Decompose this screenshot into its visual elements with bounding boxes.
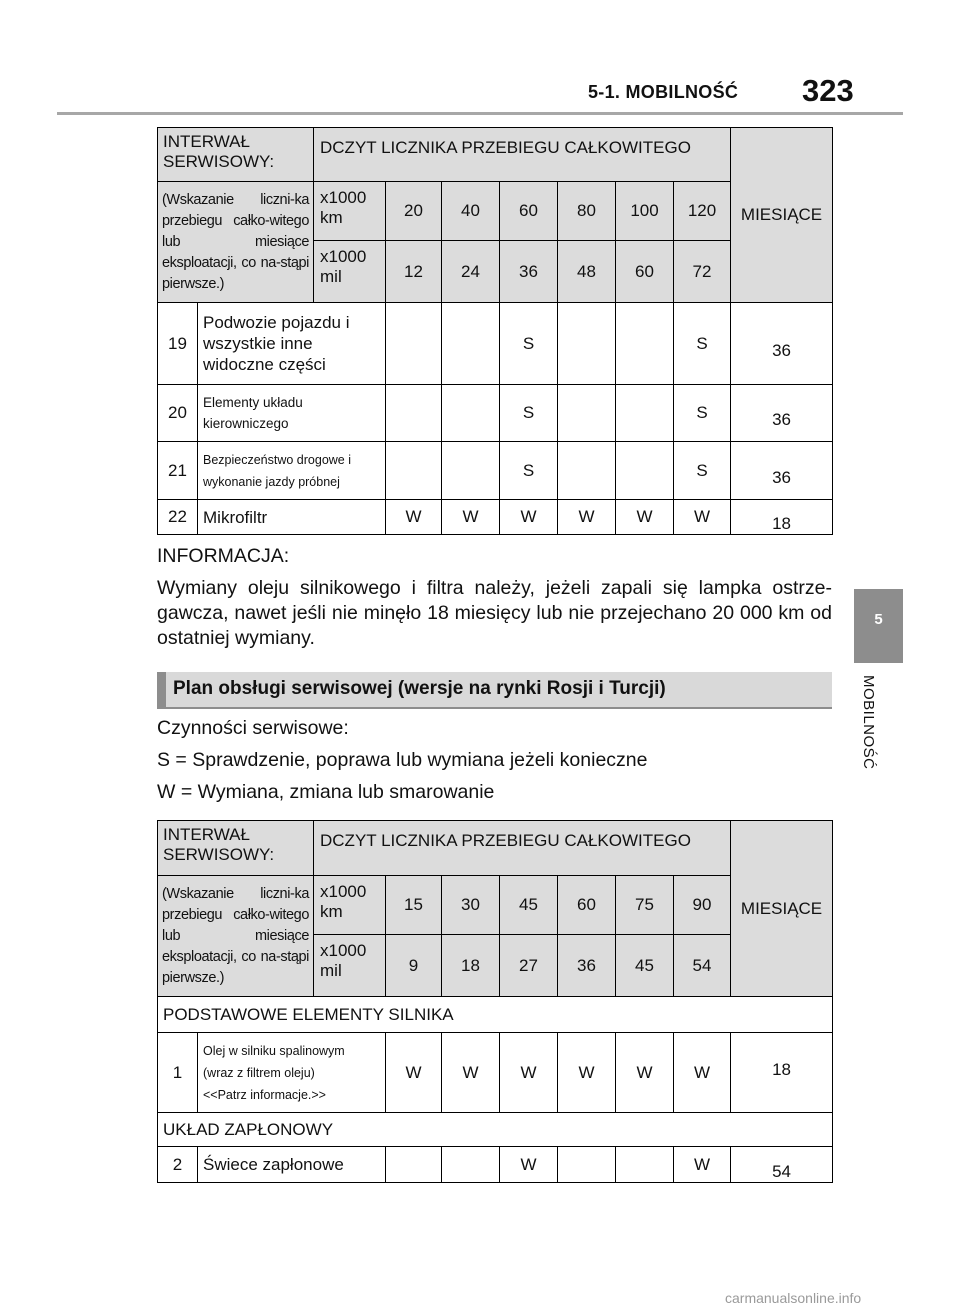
item-name-line: Olej w silniku spalinowym (203, 1043, 345, 1058)
km-value: 15 (386, 876, 442, 935)
interval-cell: S (500, 303, 558, 385)
plan-heading: Plan obsługi serwisowej (wersje na rynki Rosji i Turcji) (173, 678, 666, 699)
km-value: 20 (386, 182, 442, 241)
mil-value: 54 (674, 935, 731, 997)
item-number: 19 (158, 303, 198, 385)
interval-cell (558, 1147, 616, 1183)
item-name: Mikrofiltr (198, 500, 386, 535)
page-number: 323 (802, 73, 854, 108)
info-text: Wymiany oleju silnikowego i filtra należy, jeżeli zapali się lampka ostrze-gawcza, nawet jeśli nie minęło 18 miesięcy lub nie przejechano 20 000 km od ostatniej wymiany. (157, 577, 832, 649)
unit-mil: x1000 mil (314, 241, 386, 303)
table-row (158, 385, 833, 442)
service-table-2 (157, 820, 833, 1183)
item-name: Podwozie pojazdu i wszystkie inne widoczne części (198, 303, 386, 385)
table-row (158, 442, 833, 500)
months-label: MIESIĄCE (731, 821, 833, 997)
table-row (158, 1147, 833, 1183)
km-value: 120 (674, 182, 731, 241)
mil-value: 24 (442, 241, 500, 303)
interval-cell: W (616, 500, 674, 535)
interval-cell (558, 385, 616, 442)
interval-cell: W (386, 500, 442, 535)
km-value: 100 (616, 182, 674, 241)
interval-note: (Wskazanie liczni-ka przebiegu całko-witego lub miesiące eksploatacji, co na-stąpi pierwsze.) (158, 182, 314, 303)
item-name (198, 1033, 386, 1113)
interval-cell: W (674, 1033, 731, 1113)
interval-cell: S (500, 442, 558, 500)
interval-cell: W (386, 1033, 442, 1113)
interval-cell (386, 385, 442, 442)
unit-mil: x1000 mil (314, 935, 386, 997)
legend-w: W = Wymiana, zmiana lub smarowanie (157, 781, 495, 803)
km-value: 45 (500, 876, 558, 935)
plan-heading-underline (157, 707, 832, 709)
interval-cell: S (674, 385, 731, 442)
legend-s: S = Sprawdzenie, poprawa lub wymiana jeżeli konieczne (157, 749, 648, 771)
item-name: Bezpieczeństwo drogowe i wykonanie jazdy próbnej (198, 442, 386, 500)
interval-cell (386, 442, 442, 500)
item-name-line: (wraz z filtrem oleju) (203, 1065, 315, 1080)
interval-label: INTERWAŁ SERWISOWY: (158, 821, 314, 876)
km-value: 60 (558, 876, 616, 935)
km-value: 75 (616, 876, 674, 935)
interval-cell: S (674, 442, 731, 500)
item-number: 20 (158, 385, 198, 442)
interval-cell: W (558, 1033, 616, 1113)
interval-cell (616, 303, 674, 385)
interval-cell: W (442, 1033, 500, 1113)
months-value: 18 (731, 1033, 833, 1113)
interval-cell (558, 442, 616, 500)
mil-value: 45 (616, 935, 674, 997)
chapter-tab[interactable]: 5 (854, 589, 903, 663)
interval-cell (558, 303, 616, 385)
table-row (158, 1033, 833, 1113)
odometer-label: DCZYT LICZNIKA PRZEBIEGU CAŁKOWITEGO (314, 128, 731, 182)
months-value: 36 (731, 385, 833, 442)
mil-value: 60 (616, 241, 674, 303)
interval-cell: W (558, 500, 616, 535)
item-name-line: <<Patrz informacje.>> (203, 1087, 326, 1102)
interval-cell: S (674, 303, 731, 385)
months-value: 54 (731, 1147, 833, 1183)
item-number: 22 (158, 500, 198, 535)
interval-cell (616, 385, 674, 442)
mil-value: 9 (386, 935, 442, 997)
header-rule (57, 112, 903, 115)
legend-heading: Czynności serwisowe: (157, 717, 349, 739)
interval-cell (442, 303, 500, 385)
months-value: 18 (731, 500, 833, 535)
unit-km: x1000 km (314, 876, 386, 935)
km-value: 80 (558, 182, 616, 241)
interval-cell (442, 385, 500, 442)
km-value: 30 (442, 876, 500, 935)
interval-cell (386, 1147, 442, 1183)
section-heading: UKŁAD ZAPŁONOWY (158, 1113, 833, 1147)
mil-value: 27 (500, 935, 558, 997)
interval-cell: W (616, 1033, 674, 1113)
interval-cell: W (500, 1147, 558, 1183)
interval-cell: W (500, 1033, 558, 1113)
table-row (158, 303, 833, 385)
section-heading: PODSTAWOWE ELEMENTY SILNIKA (158, 997, 833, 1033)
watermark: carmanualsonline.info (725, 1290, 862, 1306)
odometer-label: DCZYT LICZNIKA PRZEBIEGU CAŁKOWITEGO (314, 821, 731, 876)
km-value: 90 (674, 876, 731, 935)
item-number: 1 (158, 1033, 198, 1113)
km-value: 60 (500, 182, 558, 241)
interval-cell (442, 442, 500, 500)
interval-cell (442, 1147, 500, 1183)
chapter-side-label: MOBILNOŚĆ (860, 675, 877, 770)
interval-cell: W (674, 500, 731, 535)
interval-cell: W (500, 500, 558, 535)
item-number: 2 (158, 1147, 198, 1183)
mil-value: 72 (674, 241, 731, 303)
mil-value: 36 (558, 935, 616, 997)
interval-cell: S (500, 385, 558, 442)
interval-cell (616, 1147, 674, 1183)
mil-value: 36 (500, 241, 558, 303)
item-number: 21 (158, 442, 198, 500)
info-title: INFORMACJA: (157, 545, 290, 567)
mil-value: 48 (558, 241, 616, 303)
interval-cell: W (442, 500, 500, 535)
unit-km: x1000 km (314, 182, 386, 241)
item-name: Świece zapłonowe (198, 1147, 386, 1183)
interval-cell (616, 442, 674, 500)
service-table-1 (157, 127, 833, 535)
mil-value: 12 (386, 241, 442, 303)
interval-cell (386, 303, 442, 385)
interval-label: INTERWAŁ SERWISOWY: (158, 128, 314, 182)
months-label: MIESIĄCE (731, 128, 833, 303)
months-value: 36 (731, 303, 833, 385)
item-name: Elementy układu kierowniczego (198, 385, 386, 442)
months-value: 36 (731, 442, 833, 500)
interval-note: (Wskazanie liczni-ka przebiegu całko-witego lub miesiące eksploatacji, co na-stąpi pierwsze.) (158, 876, 314, 997)
interval-cell: W (674, 1147, 731, 1183)
mil-value: 18 (442, 935, 500, 997)
header-section-title: 5-1. MOBILNOŚĆ (588, 82, 739, 102)
km-value: 40 (442, 182, 500, 241)
table-row (158, 500, 833, 535)
